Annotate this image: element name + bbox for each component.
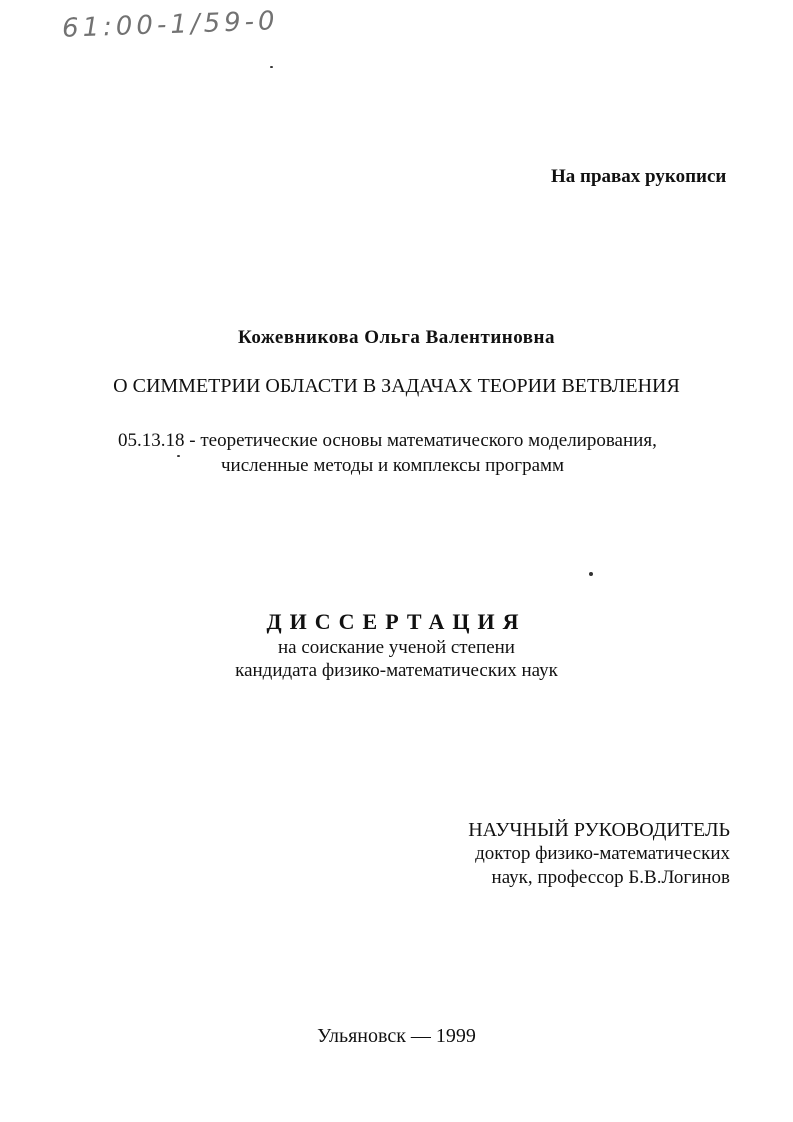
scan-speck (270, 66, 273, 68)
dissertation-title: О СИММЕТРИИ ОБЛАСТИ В ЗАДАЧАХ ТЕОРИИ ВЕТВЛЕНИЯ (113, 375, 680, 397)
author-name: Кожевникова Ольга Валентиновна (238, 327, 555, 348)
specialty-description-line: численные методы и комплексы программ (221, 455, 565, 476)
degree-name-line: кандидата физико-математических наук (235, 660, 558, 681)
supervisor-heading: НАУЧНЫЙ РУКОВОДИТЕЛЬ (468, 819, 730, 841)
rights-notice: На правах рукописи (551, 166, 727, 187)
scan-speck (589, 572, 593, 576)
supervisor-name: наук, профессор Б.В.Логинов (491, 867, 730, 888)
city-year: Ульяновск — 1999 (317, 1025, 476, 1047)
scan-speck (177, 455, 180, 457)
supervisor-degree: доктор физико-математических (475, 843, 730, 864)
supervisor-block (468, 818, 730, 890)
degree-purpose-line: на соискание ученой степени (278, 637, 515, 658)
document-type-heading: ДИССЕРТАЦИЯ (266, 609, 527, 634)
handwritten-archive-number: 61:00-1/59-0 (61, 6, 280, 44)
specialty-code-line: 05.13.18 - теоретические основы математического моделирования, (118, 430, 657, 451)
